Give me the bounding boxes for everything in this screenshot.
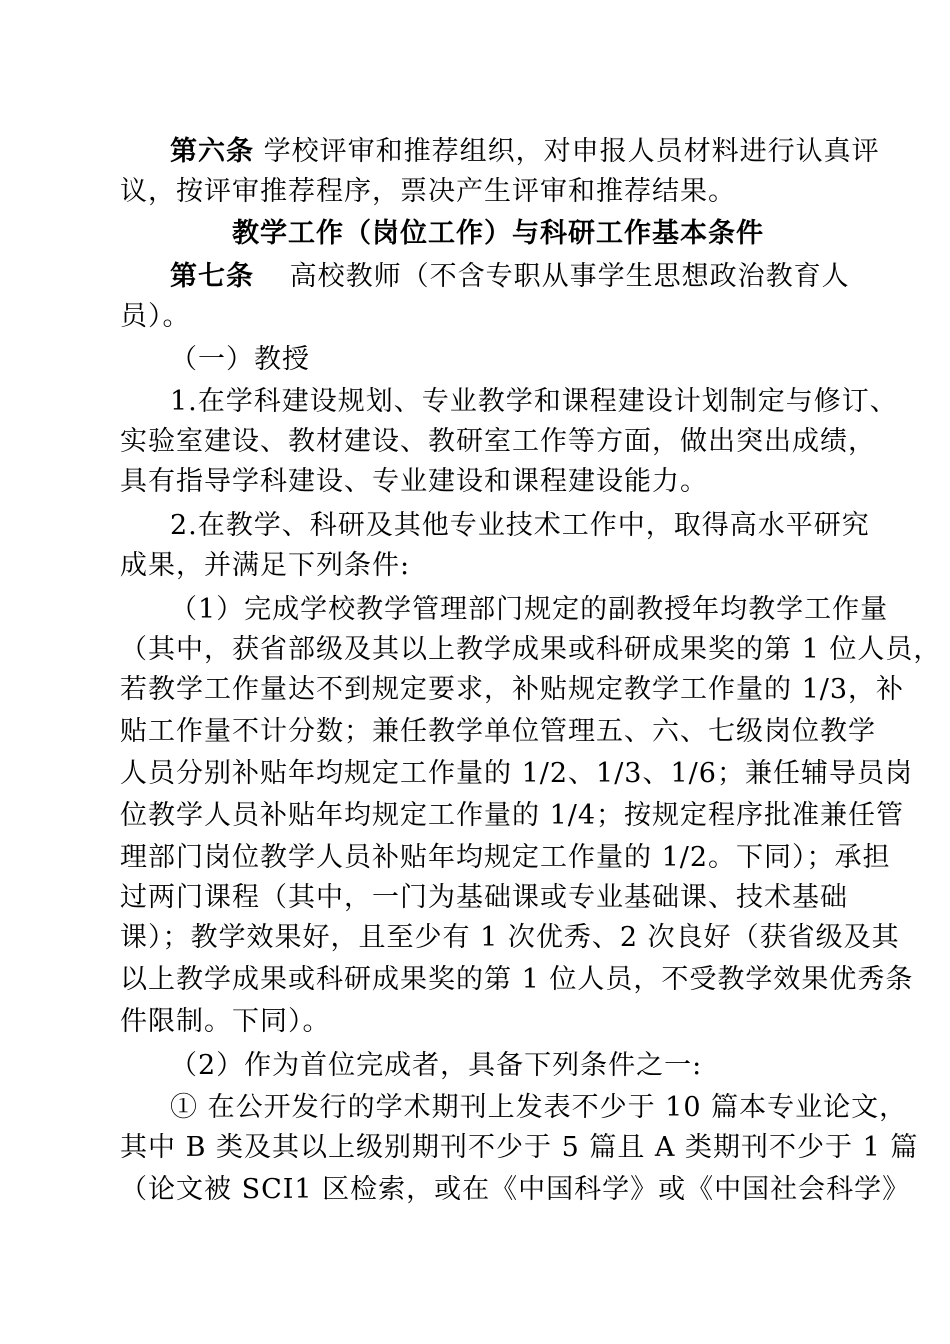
subclause1-line1: ① 在公开发行的学术期刊上发表不少于 10 篇本专业论文， (170, 1092, 908, 1123)
clause2-line1: （2）作为首位完成者，具备下列条件之一: (170, 1050, 703, 1081)
clause1-line7: 理部门岗位教学人员补贴年均规定工作量的 1/2。下同）；承担 (120, 842, 891, 873)
subsection-professor: （一）教授 (170, 344, 310, 375)
item2-line2: 成果，并满足下列条件: (120, 550, 411, 581)
clause1-line3: 若教学工作量达不到规定要求，补贴规定教学工作量的 1/3，补 (120, 674, 905, 705)
article7-text-1: 高校教师（不含专职从事学生思想政治教育人 (289, 261, 850, 292)
clause1-line8: 过两门课程（其中，一门为基础课或专业基础课、技术基础 (120, 882, 848, 913)
clause1-line9: 课）；教学效果好，且至少有 1 次优秀、2 次良好（获省级及其 (120, 922, 900, 953)
item1-line3: 具有指导学科建设、专业建设和课程建设能力。 (120, 466, 708, 497)
subclause1-line3: （论文被 SCI1 区检索，或在《中国科学》或《中国社会科学》 (120, 1174, 911, 1205)
article6-text-1: 学校评审和推荐组织，对申报人员材料进行认真评 (263, 136, 880, 167)
clause1-line2: （其中，获省部级及其以上教学成果或科研成果奖的第 1 位人员， (120, 634, 942, 665)
article7-heading: 第七条 (170, 261, 254, 292)
item1-line2: 实验室建设、教材建设、教研室工作等方面，做出突出成绩， (120, 426, 876, 457)
subclause1-line2: 其中 B 类及其以上级别期刊不少于 5 篇且 A 类期刊不少于 1 篇 (120, 1132, 919, 1163)
article6-line2: 议，按评审推荐程序，票决产生评审和推荐结果。 (120, 176, 736, 207)
article7-line1 (170, 257, 850, 297)
clause1-line4: 贴工作量不计分数；兼任教学单位管理五、六、七级岗位教学 (120, 716, 876, 747)
section-title: 教学工作（岗位工作）与科研工作基本条件 (232, 218, 764, 249)
article6-heading: 第六条 (170, 136, 254, 167)
clause1-line5: 人员分别补贴年均规定工作量的 1/2、1/3、1/6；兼任辅导员岗 (120, 758, 913, 789)
clause1-line6: 位教学人员补贴年均规定工作量的 1/4；按规定程序批准兼任管 (120, 800, 905, 831)
item2-line1: 2.在教学、科研及其他专业技术工作中，取得高水平研究 (170, 510, 870, 541)
article6-line1 (170, 132, 880, 172)
article7-line2: 员）。 (120, 301, 191, 332)
clause1-line1: （1）完成学校教学管理部门规定的副教授年均教学工作量 (170, 594, 889, 625)
clause1-line10: 以上教学成果或科研成果奖的第 1 位人员，不受教学效果优秀条 (120, 964, 914, 995)
item1-line1: 1.在学科建设规划、专业教学和课程建设计划制定与修订、 (170, 386, 898, 417)
clause1-line11: 件限制。下同）。 (120, 1006, 331, 1037)
